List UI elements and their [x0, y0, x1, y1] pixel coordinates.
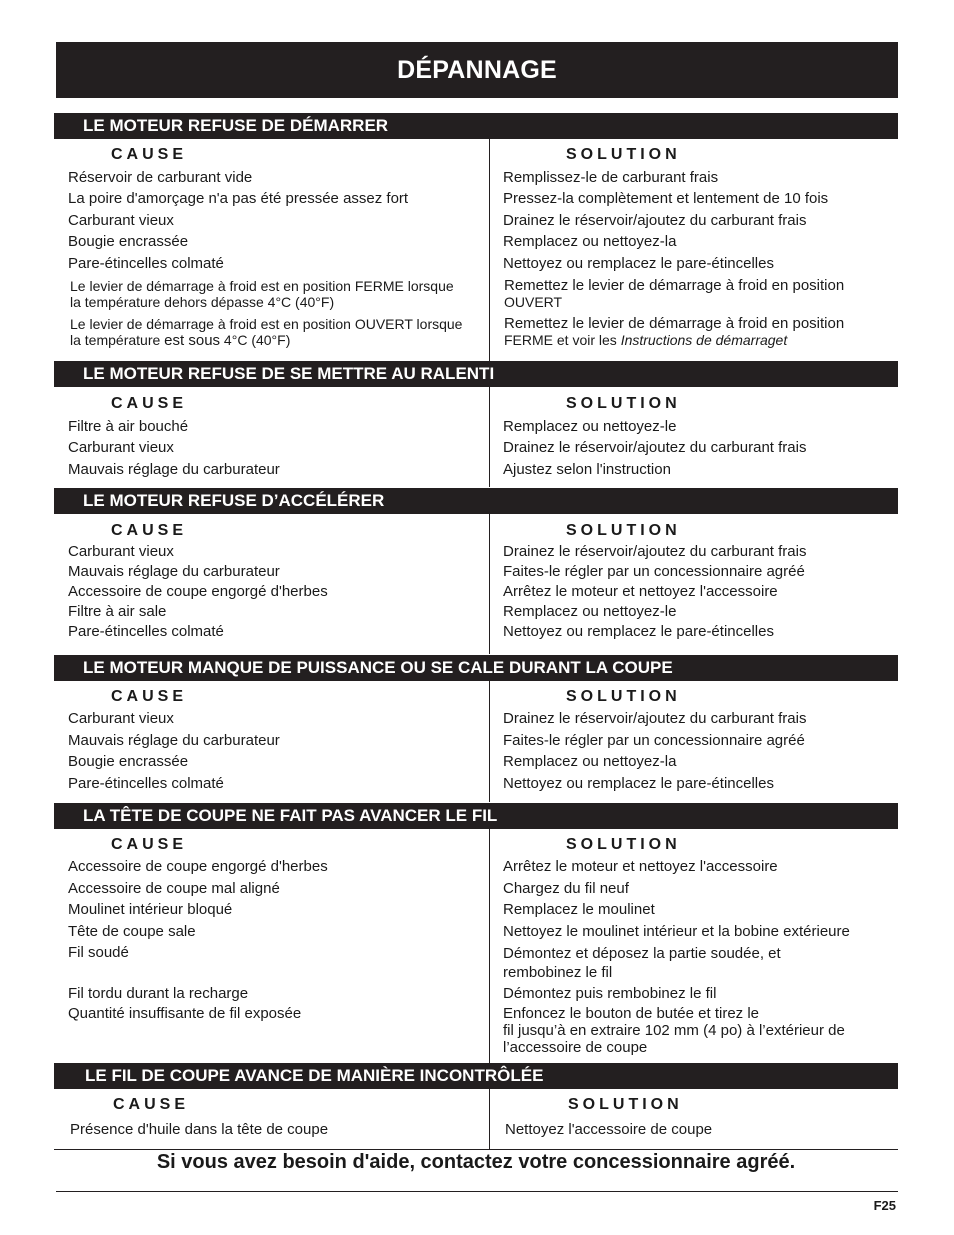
- cause-cell: Filtre à air bouché: [68, 418, 189, 435]
- cause-cell: Filtre à air sale: [68, 603, 167, 620]
- solution-cell: Faites-le régler par un concessionnaire agréé: [503, 732, 805, 749]
- column-divider: [489, 829, 490, 1063]
- cause-cell: Moulinet intérieur bloqué: [68, 901, 233, 918]
- solution-line: Enfoncez le bouton de butée et tirez le: [503, 1005, 760, 1022]
- cause-header: CAUSE: [111, 836, 188, 853]
- section-heading: LE MOTEUR REFUSE DE SE METTRE AU RALENTI: [54, 361, 898, 387]
- solution-line: [504, 332, 844, 348]
- cause-cell: Réservoir de carburant vide: [68, 169, 253, 186]
- solution-line: OUVERT: [504, 294, 563, 310]
- solution-cell: Pressez-la complètement et lentement de 10 fois: [503, 190, 829, 207]
- cause-cell: La poire d'amorçage n'a pas été pressée assez fort: [68, 190, 409, 207]
- cause-fragment: la température: [70, 332, 165, 348]
- solution-cell: Arrêtez le moteur et nettoyez l'accessoire: [503, 583, 778, 600]
- cause-cell: Mauvais réglage du carburateur: [68, 461, 280, 478]
- cause-cell: Bougie encrassée: [68, 753, 189, 770]
- solution-cell: Drainez le réservoir/ajoutez du carburant frais: [503, 710, 807, 727]
- cause-cell: Mauvais réglage du carburateur: [68, 732, 280, 749]
- solution-line: l’accessoire de coupe: [503, 1039, 648, 1056]
- section-heading: LE MOTEUR REFUSE DE DÉMARRER: [54, 113, 898, 139]
- solution-cell: Nettoyez ou remplacez le pare-étincelles: [503, 775, 774, 792]
- cause-cell: [70, 278, 454, 310]
- solution-cell: Drainez le réservoir/ajoutez du carburant frais: [503, 543, 807, 560]
- solution-cell: Drainez le réservoir/ajoutez du carburant frais: [503, 212, 807, 229]
- solution-cell: Remplacez ou nettoyez-le: [503, 603, 677, 620]
- cause-header: CAUSE: [111, 146, 188, 163]
- column-divider: [489, 514, 490, 654]
- section-heading: LE MOTEUR REFUSE D’ACCÉLÉRER: [54, 488, 898, 514]
- cause-cell: Tête de coupe sale: [68, 923, 196, 940]
- solution-cell: Nettoyez ou remplacez le pare-étincelles: [503, 623, 774, 640]
- cause-line: Le levier de démarrage à froid est en position FERME lorsque: [70, 278, 454, 294]
- column-divider: [489, 387, 490, 487]
- cause-cell: Carburant vieux: [68, 710, 174, 727]
- footer-rule: [56, 1191, 898, 1192]
- solution-cell: Drainez le réservoir/ajoutez du carburant frais: [503, 439, 807, 456]
- solution-cell: Arrêtez le moteur et nettoyez l'accessoire: [503, 858, 778, 875]
- cause-cell: Quantité insuffisante de fil exposée: [68, 1005, 302, 1022]
- solution-cell: Faites-le régler par un concessionnaire agréé: [503, 563, 805, 580]
- solution-cell: Nettoyez l'accessoire de coupe: [505, 1121, 713, 1138]
- solution-line: rembobinez le fil: [503, 964, 613, 981]
- column-divider: [489, 139, 490, 361]
- cause-cell: Pare-étincelles colmaté: [68, 255, 224, 272]
- cause-cell: Présence d'huile dans la tête de coupe: [70, 1121, 329, 1138]
- solution-cell: Remplacez ou nettoyez-le: [503, 418, 677, 435]
- cause-cell: Carburant vieux: [68, 543, 174, 560]
- cause-header: CAUSE: [111, 522, 188, 539]
- section-heading: LE MOTEUR MANQUE DE PUISSANCE OU SE CALE DURANT LA COUPE: [54, 655, 898, 681]
- cause-cell: Carburant vieux: [68, 439, 174, 456]
- solution-cell: [503, 1005, 845, 1056]
- solution-cell: Remplacez le moulinet: [503, 901, 655, 918]
- solution-cell: [504, 316, 844, 348]
- cause-cell: Fil tordu durant la recharge: [68, 985, 249, 1002]
- cause-fragment: est sous: [164, 332, 221, 349]
- cause-cell: Carburant vieux: [68, 212, 174, 229]
- section-line-feeds-uncontrolled: [54, 1063, 898, 1149]
- bottom-rule: [54, 1149, 898, 1150]
- solution-header: SOLUTION: [566, 522, 681, 539]
- section-engine-wont-start: [54, 113, 898, 361]
- solution-header: SOLUTION: [568, 1096, 683, 1113]
- cause-cell: [70, 316, 462, 349]
- solution-fragment: FERME et voir les: [504, 332, 621, 348]
- solution-line: Démontez et déposez la partie soudée, et: [503, 945, 781, 962]
- cause-line: Le levier de démarrage à froid est en position OUVERT lorsque: [70, 316, 463, 332]
- solution-header: SOLUTION: [566, 688, 681, 705]
- section-heading: LA TÊTE DE COUPE NE FAIT PAS AVANCER LE FIL: [54, 803, 898, 829]
- cause-cell: Pare-étincelles colmaté: [68, 623, 224, 640]
- cause-line: [70, 332, 462, 349]
- solution-header: SOLUTION: [566, 146, 681, 163]
- cause-cell: Pare-étincelles colmaté: [68, 775, 224, 792]
- cause-cell: Mauvais réglage du carburateur: [68, 563, 280, 580]
- solution-cell: Remplissez-le de carburant frais: [503, 169, 719, 186]
- section-engine-wont-idle: [54, 361, 898, 487]
- cause-header: CAUSE: [111, 395, 188, 412]
- section-engine-wont-accelerate: [54, 488, 898, 654]
- cause-header: CAUSE: [111, 688, 188, 705]
- solution-cell: [503, 944, 781, 982]
- solution-cell: Ajustez selon l'instruction: [503, 461, 671, 478]
- solution-cell: Remplacez ou nettoyez-la: [503, 753, 677, 770]
- cause-cell: Accessoire de coupe engorgé d'herbes: [68, 583, 328, 600]
- solution-line: fil jusqu’à en extraire 102 mm (4 po) à l’extérieur de: [503, 1022, 845, 1039]
- solution-header: SOLUTION: [566, 836, 681, 853]
- solution-header: SOLUTION: [566, 395, 681, 412]
- solution-cell: Nettoyez ou remplacez le pare-étincelles: [503, 255, 774, 272]
- cause-cell: Accessoire de coupe engorgé d'herbes: [68, 858, 328, 875]
- solution-fragment-italic: Instructions de démarraget: [620, 332, 788, 348]
- section-engine-lacks-power: [54, 655, 898, 802]
- cause-line: la température dehors dépasse 4°C (40°F): [70, 294, 335, 310]
- cause-cell: Fil soudé: [68, 944, 129, 961]
- page-number: F25: [873, 1198, 896, 1213]
- column-divider: [489, 1089, 490, 1149]
- section-head-wont-feed-line: [54, 803, 898, 1063]
- cause-cell: Bougie encrassée: [68, 233, 189, 250]
- cause-cell: Accessoire de coupe mal aligné: [68, 880, 280, 897]
- page-title: DÉPANNAGE: [56, 42, 898, 98]
- cause-header: CAUSE: [113, 1096, 190, 1113]
- solution-cell: [504, 278, 844, 310]
- help-message: Si vous avez besoin d'aide, contactez votre concessionnaire agréé.: [156, 1151, 796, 1173]
- solution-cell: Remplacez ou nettoyez-la: [503, 233, 677, 250]
- column-divider: [489, 681, 490, 802]
- solution-cell: Chargez du fil neuf: [503, 880, 629, 897]
- section-heading: LE FIL DE COUPE AVANCE DE MANIÈRE INCONTRÔLÉE: [54, 1063, 898, 1089]
- solution-cell: Démontez puis rembobinez le fil: [503, 985, 717, 1002]
- solution-cell: Nettoyez le moulinet intérieur et la bobine extérieure: [503, 923, 850, 940]
- solution-line: Remettez le levier de démarrage à froid en position: [504, 315, 845, 332]
- cause-fragment: 4°C (40°F): [220, 332, 291, 348]
- solution-line: Remettez le levier de démarrage à froid en position: [504, 277, 845, 294]
